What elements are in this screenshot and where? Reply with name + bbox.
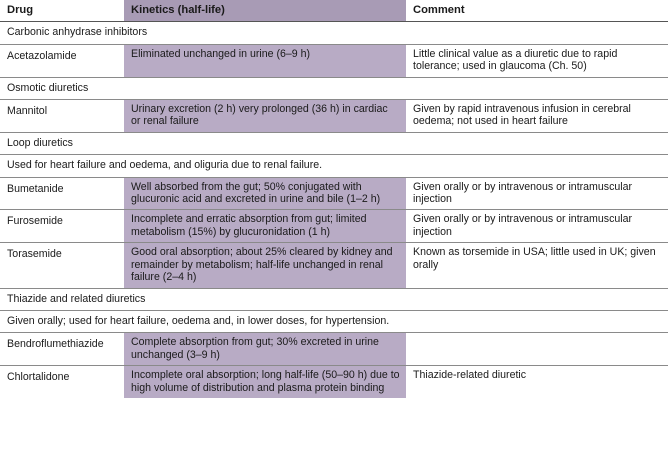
drug-name: Mannitol [0,100,124,133]
section-label: Loop diuretics [0,132,668,154]
section-label: Osmotic diuretics [0,77,668,99]
comment-cell: Little clinical value as a diuretic due to rapid tolerance; used in glaucoma (Ch. 50) [406,44,668,77]
section-label: Thiazide and related diuretics [0,288,668,310]
section-row [0,22,668,44]
header-drug: Drug [0,0,124,22]
drug-name: Torasemide [0,243,124,288]
note-row [0,155,668,177]
comment-cell: Known as torsemide in USA; little used in UK; given orally [406,243,668,288]
drug-name: Bumetanide [0,177,124,210]
comment-cell: Thiazide-related diuretic [413,369,527,382]
kinetics-cell: Well absorbed from the gut; 50% conjugated with glucuronic acid and excreted in urine and bile (1–2 h) [124,177,406,210]
note-row [0,310,668,332]
table-row [0,177,668,210]
kinetics-cell: Incomplete and erratic absorption from gut; limited metabolism (15%) by glucuronidation (1 h) [124,210,406,243]
comment-cell [406,333,668,366]
kinetics-cell: Eliminated unchanged in urine (6–9 h) [124,44,406,77]
section-row [0,77,668,99]
table-row [0,210,668,243]
header-kinetics: Kinetics (half-life) [124,0,406,22]
table-row [0,333,668,366]
table-row [0,366,668,398]
comment-cell: Given by rapid intravenous infusion in cerebral oedema; not used in heart failure [406,100,668,133]
kinetics-cell: Good oral absorption; about 25% cleared by kidney and remainder by metabolism; half-life unchanged in renal failure (2–4 h) [124,243,406,288]
drug-name: Furosemide [0,210,124,243]
drug-name: Chlortalidone [7,371,70,384]
drug-name: Acetazolamide [0,44,124,77]
comment-cell: Given orally or by intravenous or intramuscular injection [406,210,668,243]
header-comment: Comment [406,0,668,22]
note-text: Used for heart failure and oedema, and oliguria due to renal failure. [0,155,668,177]
section-row [0,132,668,154]
kinetics-cell: Complete absorption from gut; 30% excreted in urine unchanged (3–9 h) [124,333,406,366]
note-text: Given orally; used for heart failure, oedema and, in lower doses, for hypertension. [0,310,668,332]
section-row [0,288,668,310]
header-row [0,0,668,22]
kinetics-cell: Urinary excretion (2 h) very prolonged (36 h) in cardiac or renal failure [124,100,406,133]
table-row [0,100,668,133]
comment-cell: Given orally or by intravenous or intramuscular injection [406,177,668,210]
drug-name: Bendroflumethiazide [0,333,124,366]
table-row [0,243,668,288]
section-label: Carbonic anhydrase inhibitors [0,22,668,44]
kinetics-cell: Incomplete oral absorption; long half-life (50–90 h) due to high volume of distribution and plasma protein binding [124,366,406,398]
table-row [0,44,668,77]
